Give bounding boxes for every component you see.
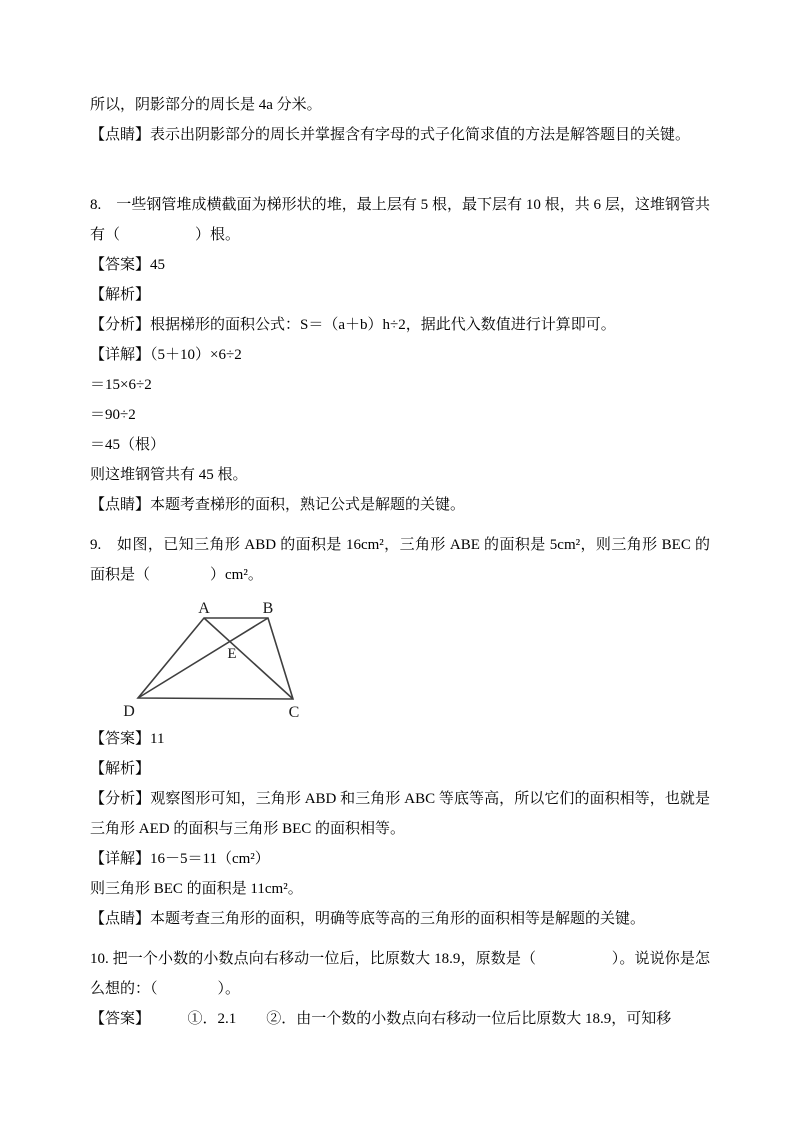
question-8-text: 8. 一些钢管堆成横截面为梯形状的堆，最上层有 5 根，最下层有 10 根，共 6 层，这堆钢管共有（ ）根。 — [90, 197, 710, 243]
q9-conclusion: 则三角形 BEC 的面积是 11cm²。 — [90, 881, 303, 897]
q9-key-point: 【点睛】本题考查三角形的面积，明确等底等高的三角形的面积相等是解题的关键。 — [90, 911, 646, 927]
figure-label-e: E — [227, 646, 237, 662]
q8-detail-step-2: ＝15×6÷2 — [90, 377, 152, 393]
q9-answer: 【答案】11 — [90, 731, 165, 747]
trapezoid-diagram — [116, 592, 346, 724]
question-9-text: 9. 如图，已知三角形 ABD 的面积是 16cm²，三角形 ABE 的面积是 5cm²，则三角形 BEC 的面积是（ ）cm²。 — [90, 537, 710, 583]
q8-detail-step-3: ＝90÷2 — [90, 407, 136, 423]
q9-analysis: 【分析】观察图形可知，三角形 ABD 和三角形 ABC 等底等高，所以它们的面积相等，也就是三角形 AED 的面积与三角形 BEC 的面积相等。 — [90, 791, 710, 837]
q8-detail-step-4: ＝45（根） — [90, 437, 166, 453]
q10-answer: 【答案】 ①．2.1 ②．由一个数的小数点向右移动一位后比原数大 18.9，可知移 — [90, 1011, 672, 1027]
q8-answer: 【答案】45 — [90, 257, 166, 273]
q8-analysis-header: 【解析】 — [90, 287, 151, 303]
q7-key-point: 【点睛】表示出阴影部分的周长并掌握含有字母的式子化简求值的方法是解答题目的关键。 — [90, 127, 691, 143]
q9-detail: 【详解】16－5＝11（cm²） — [90, 851, 270, 867]
q8-key-point: 【点睛】本题考查梯形的面积，熟记公式是解题的关键。 — [90, 497, 466, 513]
q8-detail-step-1: 【详解】（5＋10）×6÷2 — [90, 347, 242, 363]
q8-conclusion: 则这堆钢管共有 45 根。 — [90, 467, 248, 483]
figure-label-d: D — [123, 703, 135, 720]
q8-analysis: 【分析】根据梯形的面积公式：S＝（a＋b）h÷2，据此代入数值进行计算即可。 — [90, 317, 616, 333]
figure-label-b: B — [262, 600, 274, 617]
question-10-text: 10. 把一个小数的小数点向右移动一位后，比原数大 18.9，原数是（ ）。说说你是怎么想的：（ ）。 — [90, 951, 710, 997]
trapezoid-outline — [138, 618, 293, 699]
q9-analysis-header: 【解析】 — [90, 761, 151, 777]
trapezoid-figure — [116, 592, 710, 724]
figure-label-c: C — [288, 704, 300, 721]
figure-label-a: A — [198, 600, 210, 617]
q7-solution-conclusion: 所以，阴影部分的周长是 4a 分米。 — [90, 97, 322, 113]
